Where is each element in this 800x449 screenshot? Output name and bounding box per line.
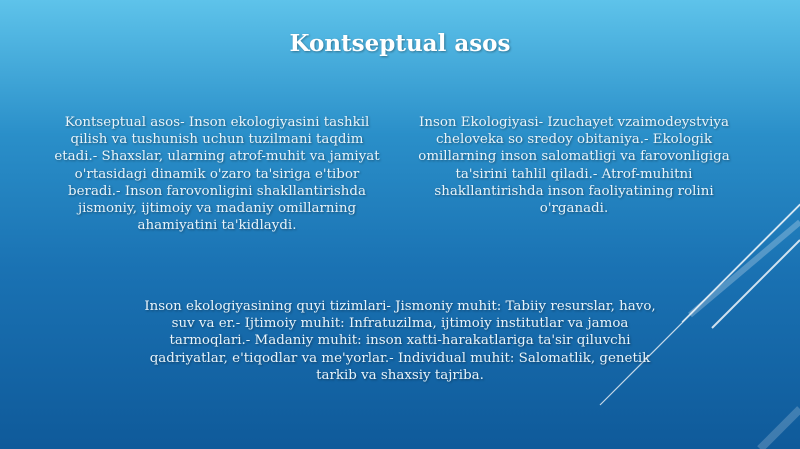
deco-band-1	[690, 222, 800, 315]
deco-band-2	[760, 409, 800, 449]
left-text-block: Kontseptual asos- Inson ekologiyasini tashkil qilish va tushunish uchun tuzilmani taqdim etadi.- Shaxslar, ularning atrof-muhit va jamiyat o'rtasidagi dinamik o'zaro ta'siriga e'tibor beradi.- Inson farovonligini shakllantirishda jismoniy, ijtimoiy va madaniy omillarning ahamiyatini ta'kidlaydi.	[54, 115, 380, 234]
right-text-block: Inson Ekologiyasi- Izuchayet vzaimodeystviya cheloveka so sredoy obitaniya.- Ekologik omillarning inson salomatligi va farovonligiga ta'sirini tahlil qiladi.- Atrof-muhitni shakllantirishda inson faoliyatining rolini o'rganadi.	[418, 115, 730, 217]
bottom-text-block: Inson ekologiyasining quyi tizimlari- Jismoniy muhit: Tabiiy resurslar, havo, suv va er.- Ijtimoiy muhit: Infratuzilma, ijtimoiy institutlar va jamoa tarmoqlari.- Madaniy muhit: inson xatti-harakatlariga ta'sir qiluvchi qadriyatlar, e'tiqodlar va me'yorlar.- Individual muhit: Salomatlik, genetik tarkib va shaxsiy tajriba.	[144, 299, 656, 383]
slide-title: Kontseptual asos	[289, 30, 511, 57]
